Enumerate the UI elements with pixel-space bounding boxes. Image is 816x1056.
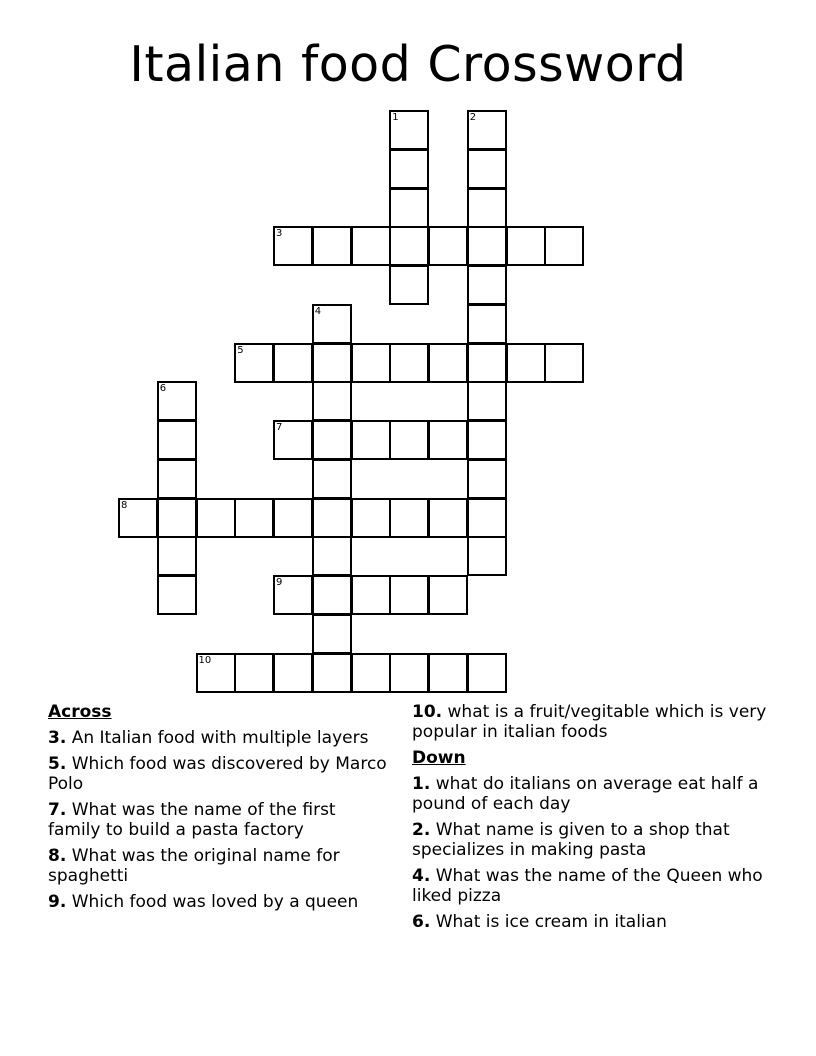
cell-number: 4 xyxy=(314,305,322,317)
clue-number: 2. xyxy=(412,820,431,840)
crossword-cell[interactable] xyxy=(467,110,507,150)
crossword-cell[interactable] xyxy=(544,343,584,383)
crossword-cell[interactable] xyxy=(506,226,546,266)
clue-number: 5. xyxy=(48,754,67,774)
crossword-cell[interactable] xyxy=(467,420,507,460)
clue-text: What was the name of the first family to build a pasta factory xyxy=(48,800,336,840)
crossword-cell[interactable] xyxy=(506,343,546,383)
crossword-cell[interactable] xyxy=(234,498,274,538)
crossword-cell[interactable] xyxy=(157,575,197,615)
crossword-cell[interactable] xyxy=(273,343,313,383)
cell-number: 8 xyxy=(121,499,128,511)
crossword-cell[interactable] xyxy=(389,149,429,189)
clue-across-8 xyxy=(48,846,392,886)
crossword-cell[interactable] xyxy=(351,575,391,615)
crossword-cell[interactable] xyxy=(389,110,429,150)
clue-text: What is ice cream in italian xyxy=(435,912,667,932)
clue-text: Which food was discovered by Marco Polo xyxy=(48,754,387,794)
crossword-cell[interactable] xyxy=(428,420,468,460)
page-title: Italian food Crossword xyxy=(129,36,687,93)
crossword-cell[interactable] xyxy=(389,575,429,615)
crossword-cell[interactable] xyxy=(196,653,236,693)
clue-text: Which food was loved by a queen xyxy=(71,892,359,912)
crossword-cell[interactable] xyxy=(467,536,507,576)
crossword-cell[interactable] xyxy=(312,459,352,499)
crossword-cell[interactable] xyxy=(273,498,313,538)
crossword-cell[interactable] xyxy=(351,343,391,383)
crossword-cell[interactable] xyxy=(467,226,507,266)
crossword-cell[interactable] xyxy=(428,575,468,615)
crossword-cell[interactable] xyxy=(312,498,352,538)
crossword-cell[interactable] xyxy=(389,188,429,228)
clue-text: What was the original name for spaghetti xyxy=(48,846,340,886)
crossword-cell[interactable] xyxy=(273,420,313,460)
crossword-cell[interactable] xyxy=(467,381,507,421)
crossword-cell[interactable] xyxy=(351,498,391,538)
clue-across-9 xyxy=(48,892,392,912)
clues-right-column xyxy=(412,702,772,938)
crossword-cell[interactable] xyxy=(312,226,352,266)
crossword-cell[interactable] xyxy=(467,653,507,693)
crossword-cell[interactable] xyxy=(234,343,274,383)
crossword-cell[interactable] xyxy=(467,304,507,344)
crossword-cell[interactable] xyxy=(428,343,468,383)
across-clue-list xyxy=(48,728,392,912)
crossword-cell[interactable] xyxy=(467,265,507,305)
clue-down-1 xyxy=(412,774,772,814)
cell-number: 3 xyxy=(276,228,283,240)
clue-across-10 xyxy=(412,702,772,742)
cell-number: 10 xyxy=(198,654,212,666)
crossword-cell[interactable] xyxy=(544,226,584,266)
cell-number: 9 xyxy=(276,577,283,588)
crossword-cell[interactable] xyxy=(273,226,313,266)
clue-text: An Italian food with multiple layers xyxy=(71,728,369,748)
crossword-cell[interactable] xyxy=(351,420,391,460)
clue-across-7 xyxy=(48,800,392,840)
clue-number: 1. xyxy=(412,774,431,794)
crossword-cell[interactable] xyxy=(312,614,352,654)
cell-number: 2 xyxy=(469,112,477,123)
crossword-cell[interactable] xyxy=(157,498,197,538)
crossword-cell[interactable] xyxy=(273,653,313,693)
down-clue-list xyxy=(412,774,772,932)
crossword-cell[interactable] xyxy=(389,343,429,383)
crossword-cell[interactable] xyxy=(389,226,429,266)
crossword-cell[interactable] xyxy=(467,459,507,499)
crossword-cell[interactable] xyxy=(389,498,429,538)
clue-number: 8. xyxy=(48,846,67,866)
crossword-cell[interactable] xyxy=(157,536,197,576)
crossword-cell[interactable] xyxy=(312,653,352,693)
clue-text: what is a fruit/vegitable which is very popular in italian foods xyxy=(412,702,767,742)
crossword-cell[interactable] xyxy=(157,459,197,499)
crossword-cell[interactable] xyxy=(467,343,507,383)
crossword-cell[interactable] xyxy=(428,498,468,538)
clue-number: 4. xyxy=(412,866,431,886)
crossword-cell[interactable] xyxy=(273,575,313,615)
clues-left-column xyxy=(48,702,392,918)
crossword-cell[interactable] xyxy=(312,343,352,383)
cell-number: 6 xyxy=(159,383,167,395)
clue-number: 7. xyxy=(48,800,67,820)
clue-text: what do italians on average eat half a pound of each day xyxy=(412,774,759,814)
crossword-cell[interactable] xyxy=(428,226,468,266)
clue-text: What name is given to a shop that specializes in making pasta xyxy=(412,820,730,860)
crossword-cell[interactable] xyxy=(467,498,507,538)
clue-down-2 xyxy=(412,820,772,860)
crossword-cell[interactable] xyxy=(389,265,429,305)
clue-across-5 xyxy=(48,754,392,794)
clue-number: 10. xyxy=(412,702,443,722)
crossword-cell[interactable] xyxy=(312,420,352,460)
crossword-cell[interactable] xyxy=(428,653,468,693)
cell-number: 7 xyxy=(276,422,283,433)
crossword-cell[interactable] xyxy=(389,653,429,693)
crossword-cell[interactable] xyxy=(157,381,197,421)
crossword-cell[interactable] xyxy=(351,653,391,693)
crossword-cell[interactable] xyxy=(157,420,197,460)
crossword-cell[interactable] xyxy=(312,575,352,615)
crossword-cell[interactable] xyxy=(312,536,352,576)
crossword-cell[interactable] xyxy=(312,381,352,421)
across-heading: Across xyxy=(48,702,112,722)
cell-number: 1 xyxy=(392,112,399,123)
crossword-cell[interactable] xyxy=(312,304,352,344)
crossword-cell[interactable] xyxy=(351,226,391,266)
clue-down-4 xyxy=(412,866,772,906)
crossword-cell[interactable] xyxy=(196,498,236,538)
crossword-cell[interactable] xyxy=(467,149,507,189)
cell-number: 5 xyxy=(237,344,244,356)
crossword-cell[interactable] xyxy=(467,188,507,228)
crossword-cell[interactable] xyxy=(118,498,158,538)
crossword-cell[interactable] xyxy=(234,653,274,693)
clue-text: What was the name of the Queen who liked pizza xyxy=(412,866,763,906)
clue-across-3 xyxy=(48,728,392,748)
down-heading: Down xyxy=(412,748,466,768)
clue-number: 6. xyxy=(412,912,431,932)
clue-number: 9. xyxy=(48,892,67,912)
crossword-cell[interactable] xyxy=(389,420,429,460)
clue-number: 3. xyxy=(48,728,67,748)
clue-down-6 xyxy=(412,912,772,932)
